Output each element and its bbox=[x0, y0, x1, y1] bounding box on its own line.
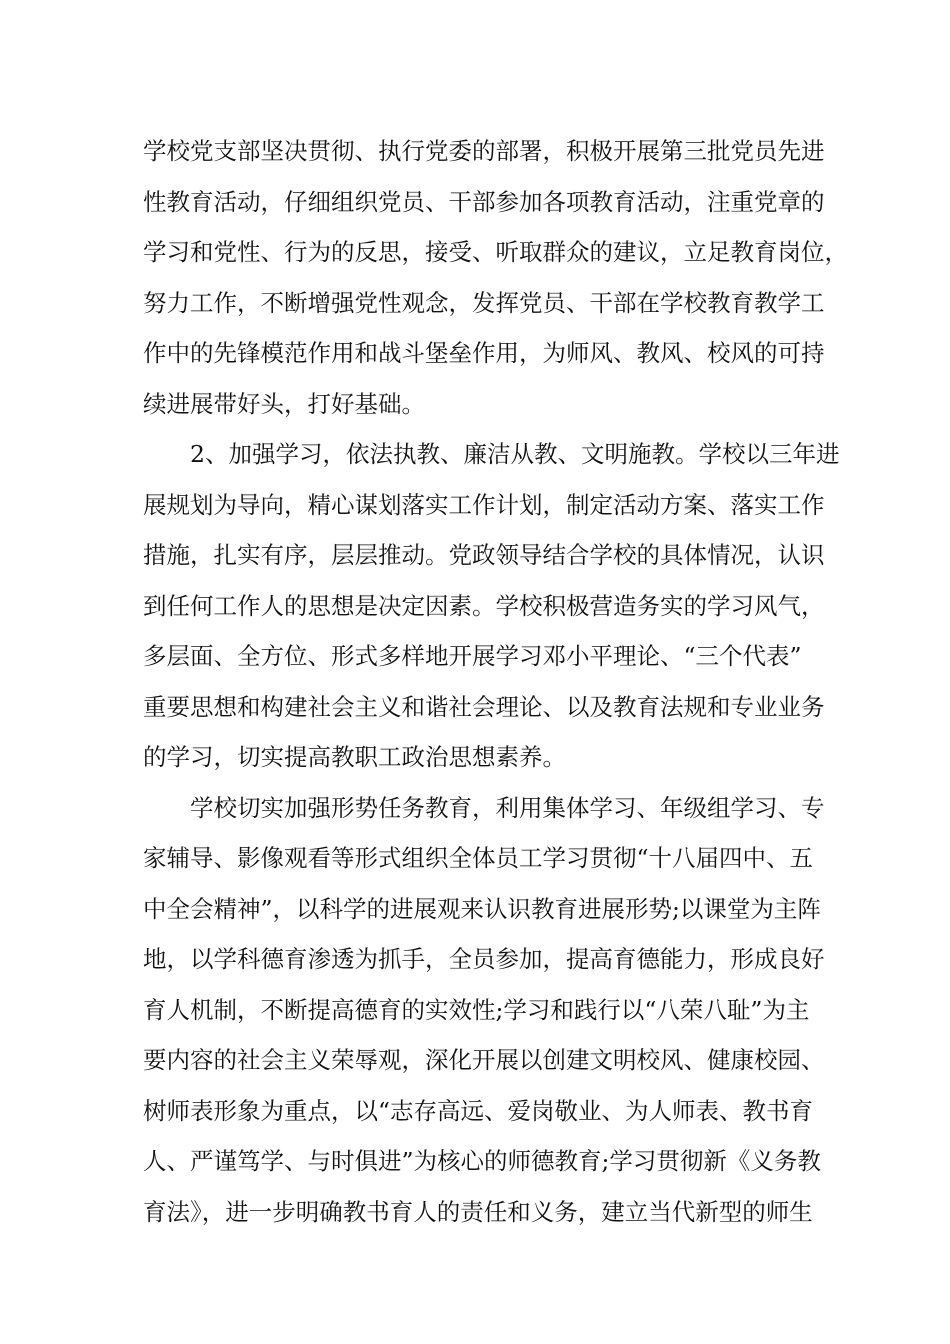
text-line: 育法》，进一步明确教书育人的责任和义务，建立当代新型的师生 bbox=[143, 1197, 813, 1226]
text-line: 育人机制，不断提高德育的实效性;学习和践行以“八荣八耻”为主 bbox=[143, 995, 810, 1024]
text-line: 重要思想和构建社会主义和谐社会理论、以及教育法规和专业业务 bbox=[143, 692, 825, 721]
text-line: 树师表形象为重点，以“志存高远、爱岗敬业、为人师表、教书育 bbox=[143, 1096, 814, 1125]
text-line: 人、严谨笃学、与时俱进”为核心的师德教育;学习贯彻新《义务教 bbox=[143, 1147, 821, 1175]
paragraph bbox=[143, 126, 848, 429]
text-line: 学校党支部坚决贯彻、执行党委的部署，积极开展第三批党员先进 bbox=[143, 137, 825, 165]
text-line: 要内容的社会主义荣辱观，深化开展以创建文明校风、健康校园、 bbox=[143, 1046, 825, 1074]
text-line: 到任何工作人的思想是决定因素。学校积极营造务实的学习风气， bbox=[143, 591, 825, 620]
text-line: 续进展带好头，打好基础。 bbox=[143, 389, 425, 418]
text-line: 学习和党性、行为的反思，接受、听取群众的建议，立足教育岗位， bbox=[143, 238, 848, 266]
text-line: 性教育活动，仔细组织党员、干部参加各项教育活动，注重党章的 bbox=[143, 187, 825, 216]
text-line: 中全会精神”，以科学的进展观来认识教育进展形势;以课堂为主阵 bbox=[143, 894, 821, 923]
text-line: 措施，扎实有序，层层推动。党政领导结合学校的具体情况，认识 bbox=[143, 541, 825, 569]
text-line: 地，以学科德育渗透为抓手，全员参加，提高育德能力，形成良好 bbox=[143, 945, 825, 973]
text-line: 家辅导、影像观看等形式组织全体员工学习贯彻“十八届四中、五 bbox=[143, 844, 814, 872]
text-line: 展规划为导向，精心谋划落实工作计划，制定活动方案、落实工作 bbox=[143, 490, 825, 519]
text-line: 作中的先锋模范作用和战斗堡垒作用，为师风、教风、校风的可持 bbox=[143, 339, 825, 367]
paragraph bbox=[143, 429, 840, 783]
paragraph bbox=[143, 783, 828, 1238]
text-line: 多层面、全方位、形式多样地开展学习邓小平理论、“三个代表” bbox=[143, 642, 802, 670]
text-line: 2、加强学习，依法执教、廉洁从教、文明施教。学校以三年进 bbox=[190, 440, 840, 468]
text-line: 学校切实加强形势任务教育，利用集体学习、年级组学习、专 bbox=[190, 793, 825, 822]
text-line: 努力工作，不断增强党性观念，发挥党员、干部在学校教育教学工 bbox=[143, 288, 825, 317]
text-line: 的学习，切实提高教职工政治思想素养。 bbox=[143, 743, 566, 771]
document-body bbox=[143, 126, 848, 1237]
